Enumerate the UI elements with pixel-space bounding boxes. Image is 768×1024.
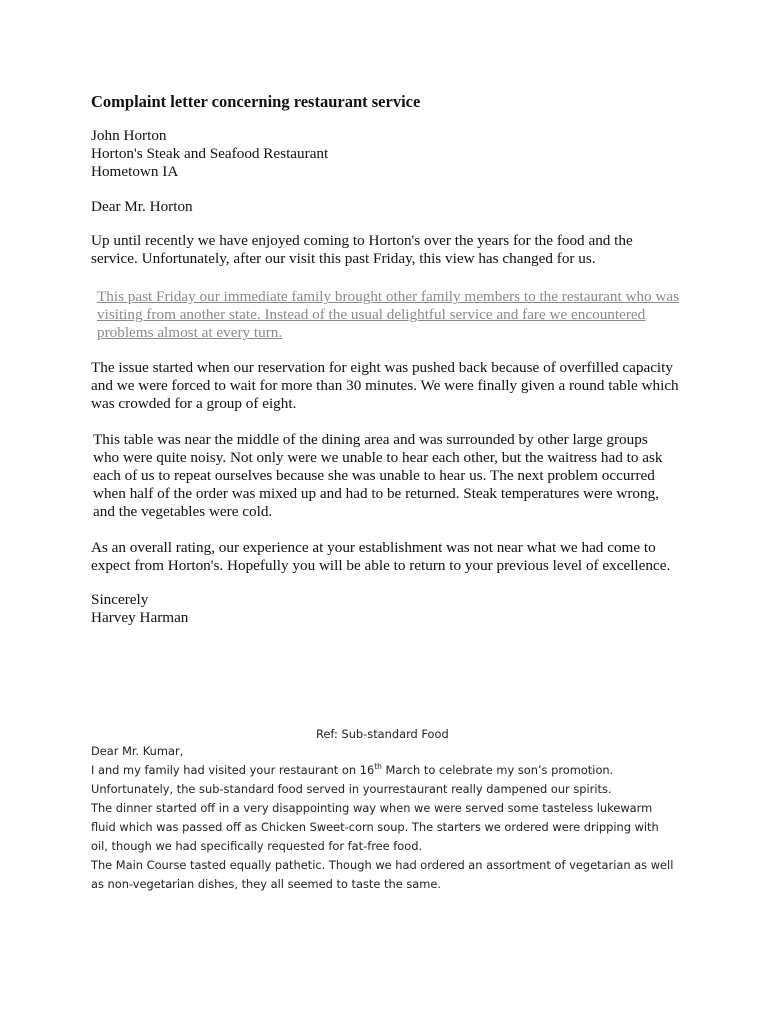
quote-line: This past Friday our immediate family brought other family members to the restaurant who was xyxy=(97,288,680,305)
paragraph-line: Unfortunately, the sub-standard food served in yourrestaurant really dampened our spirits. xyxy=(91,782,612,796)
paragraph-line: The Main Course tasted equally pathetic. Though we had ordered an assortment of vegetarian as well xyxy=(91,858,674,872)
paragraph-2 xyxy=(91,359,691,413)
paragraph-line: was crowded for a group of eight. xyxy=(91,395,297,412)
ordinal-suffix: th xyxy=(374,762,382,772)
address-line: Hometown IA xyxy=(91,163,179,180)
paragraph-line xyxy=(91,761,731,780)
paragraph-line: The dinner started off in a very disappointing way when we were served some tasteless lukewarm xyxy=(91,801,653,815)
paragraph-line: The issue started when our reservation for eight was pushed back because of overfilled capacity xyxy=(91,359,673,376)
address-line: Horton's Steak and Seafood Restaurant xyxy=(91,145,329,162)
paragraph-line: oil, though we had specifically requested for fat-free food. xyxy=(91,839,423,853)
signature-name: Harvey Harman xyxy=(91,609,189,626)
paragraph-4 xyxy=(91,539,691,575)
paragraph-line: and the vegetables were cold. xyxy=(93,503,273,520)
address-line: John Horton xyxy=(91,127,167,144)
line-text: I and my family had visited your restaurant on 16 xyxy=(91,763,375,777)
paragraph-line: who were quite noisy. Not only were we unable to hear each other, but the waitress had to ask xyxy=(93,449,663,466)
paragraph-line: fluid which was passed off as Chicken Sweet-corn soup. The starters we ordered were dripping with xyxy=(91,820,659,834)
quoted-paragraph xyxy=(97,288,687,342)
line-text: March to celebrate my son’s promotion. xyxy=(381,763,614,777)
quote-line: problems almost at every turn. xyxy=(97,324,283,341)
salutation-text: Dear Mr. Horton xyxy=(91,198,193,215)
salutation xyxy=(91,198,691,216)
letter-title: Complaint letter concerning restaurant service xyxy=(91,92,421,111)
quote-line: visiting from another state. Instead of the usual delightful service and fare we encountered xyxy=(97,306,646,323)
paragraph-line: service. Unfortunately, after our visit this past Friday, this view has changed for us. xyxy=(91,250,596,267)
paragraph-line: as non-vegetarian dishes, they all seemed to taste the same. xyxy=(91,877,441,891)
paragraph-3 xyxy=(93,431,693,521)
paragraph-line: As an overall rating, our experience at your establishment was not near what we had come to xyxy=(91,539,656,556)
paragraph-1 xyxy=(91,232,691,268)
second-letter xyxy=(91,742,731,894)
paragraph-line: each of us to repeat ourselves because she was unable to hear us. The next problem occurred xyxy=(93,467,655,484)
paragraph-line: Up until recently we have enjoyed coming to Horton's over the years for the food and the xyxy=(91,232,633,249)
closing-line: Sincerely xyxy=(91,591,149,608)
closing-signature xyxy=(91,591,691,627)
second-salutation: Dear Mr. Kumar, xyxy=(91,744,184,758)
reference-heading: Ref: Sub-standard Food xyxy=(316,727,449,741)
paragraph-line: and we were forced to wait for more than 30 minutes. We were finally given a round table which xyxy=(91,377,679,394)
paragraph-line: when half of the order was mixed up and had to be returned. Steak temperatures were wrong, xyxy=(93,485,659,502)
paragraph-line: This table was near the middle of the dining area and was surrounded by other large groups xyxy=(93,431,648,448)
paragraph-line: expect from Horton's. Hopefully you will be able to return to your previous level of excellence. xyxy=(91,557,671,574)
recipient-address xyxy=(91,127,691,181)
